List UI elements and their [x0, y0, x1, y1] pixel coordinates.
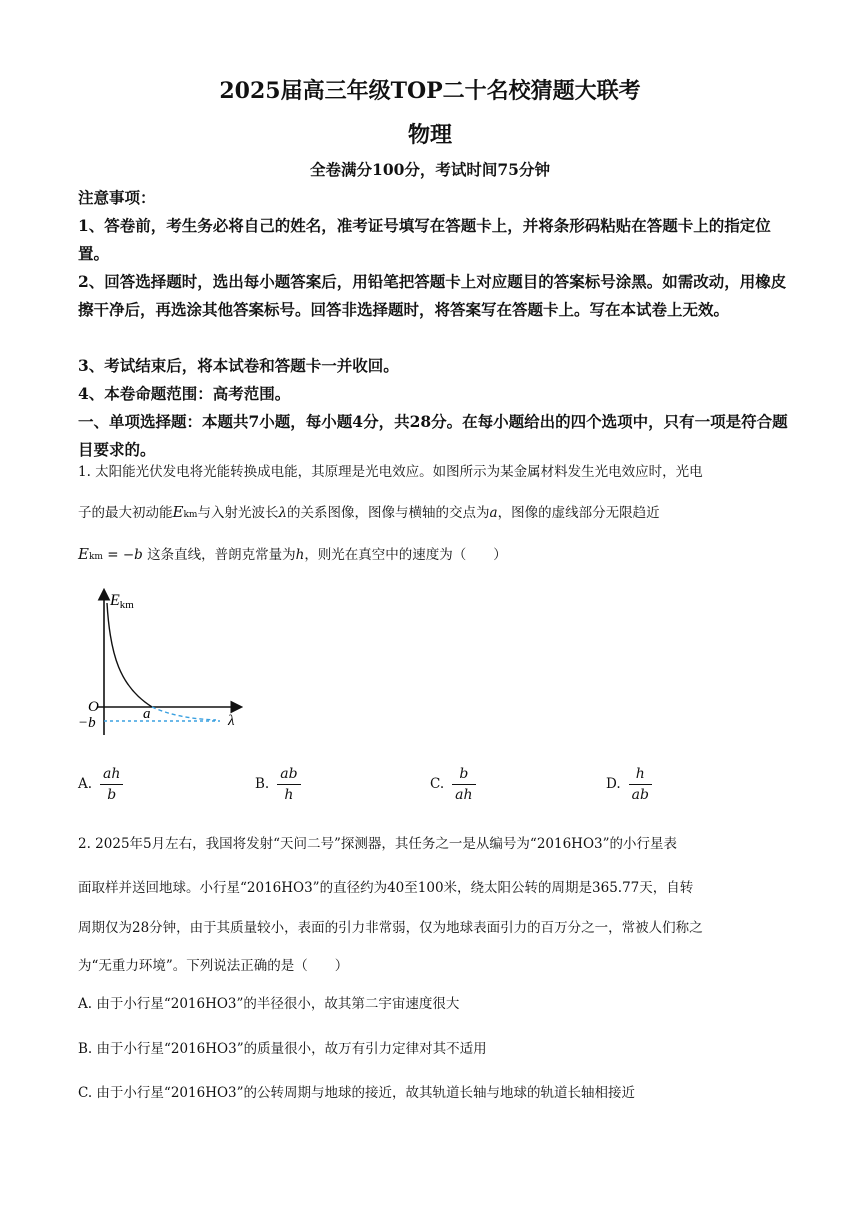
- notice-item-2: 2、回答选择题时，选出每小题答案后，用铅笔把答题卡上对应题目的答案标号涂黑。如需改动，用橡皮擦干净后，再选涂其他答案标号。回答非选择题时，将答案写在答题卡上。写在本试卷上无效。: [78, 272, 787, 319]
- q2-line-3: 周期仅为28分钟，由于其质量较小，表面的引力非常弱，仅为地球表面引力的百万分之一，常被人们称之: [78, 920, 703, 936]
- notice-heading: 注意事项：: [78, 188, 156, 207]
- q2-line-4: 为“无重力环境”。下列说法正确的是（ ）: [78, 958, 349, 974]
- neg-b-label: −b: [78, 715, 96, 731]
- q2-line-1: 2. 2025年5月左右，我国将发射“天问二号”探测器，其任务之一是从编号为“2016HO3”的小行星表: [78, 836, 678, 852]
- notice-item-3: 3、考试结束后，将本试卷和答题卡一并收回。: [78, 356, 399, 375]
- section-heading: 一、单项选择题：本题共7小题，每小题4分，共28分。在每小题给出的四个选项中，只有一项是符合题目要求的。: [78, 412, 788, 459]
- q1-line-3: Ekm = −b 这条直线，普朗克常量为h，则光在真空中的速度为（ ）: [78, 545, 507, 563]
- x-axis-label: λ: [228, 713, 235, 729]
- notice-item-4: 4、本卷命题范围：高考范围。: [78, 384, 291, 403]
- q2-option-c[interactable]: C. 由于小行星“2016HO3”的公转周期与地球的接近，故其轨道长轴与地球的轨道长轴相接近: [78, 1085, 636, 1101]
- a-label: a: [143, 706, 151, 722]
- q2-option-a[interactable]: A. 由于小行星“2016HO3”的半径很小，故其第二宇宙速度很大: [78, 996, 460, 1012]
- q1-option-c[interactable]: C. $\frac{b}{ah}$: [430, 766, 476, 803]
- subject-title: 物理: [407, 122, 452, 148]
- q1-option-a[interactable]: A. $\frac{ah}{b}$: [78, 766, 123, 803]
- ekm-curve: [107, 603, 152, 707]
- notice-item-1: 1、答卷前，考生务必将自己的姓名，准考证号填写在答题卡上，并将条形码粘贴在答题卡上的指定位置。: [78, 216, 771, 263]
- exam-info: 全卷满分100分，考试时间75分钟: [310, 160, 550, 179]
- y-axis-label: Ekm: [110, 592, 134, 611]
- q2-option-b[interactable]: B. 由于小行星“2016HO3”的质量很小，故万有引力定律对其不适用: [78, 1041, 487, 1057]
- q1-line-2: 子的最大初动能Ekm与入射光波长λ的关系图像，图像与横轴的交点为a，图像的虚线部分无限趋近: [78, 503, 660, 521]
- origin-label: O: [88, 699, 99, 715]
- q1-option-d[interactable]: D. $\frac{h}{ab}$: [606, 766, 652, 803]
- q1-line-1: 1. 太阳能光伏发电将光能转换成电能，其原理是光电效应。如图所示为某金属材料发生光电效应时，光电: [78, 464, 703, 480]
- dashed-curve: [152, 707, 216, 720]
- ekm-lambda-graph: [70, 585, 260, 745]
- q2-line-2: 面取样并送回地球。小行星“2016HO3”的直径约为40至100米，绕太阳公转的周期是365.77天，自转: [78, 880, 694, 896]
- q1-option-b[interactable]: B. $\frac{ab}{h}$: [255, 766, 301, 803]
- exam-title: 2025届高三年级TOP二十名校猜题大联考: [219, 78, 641, 104]
